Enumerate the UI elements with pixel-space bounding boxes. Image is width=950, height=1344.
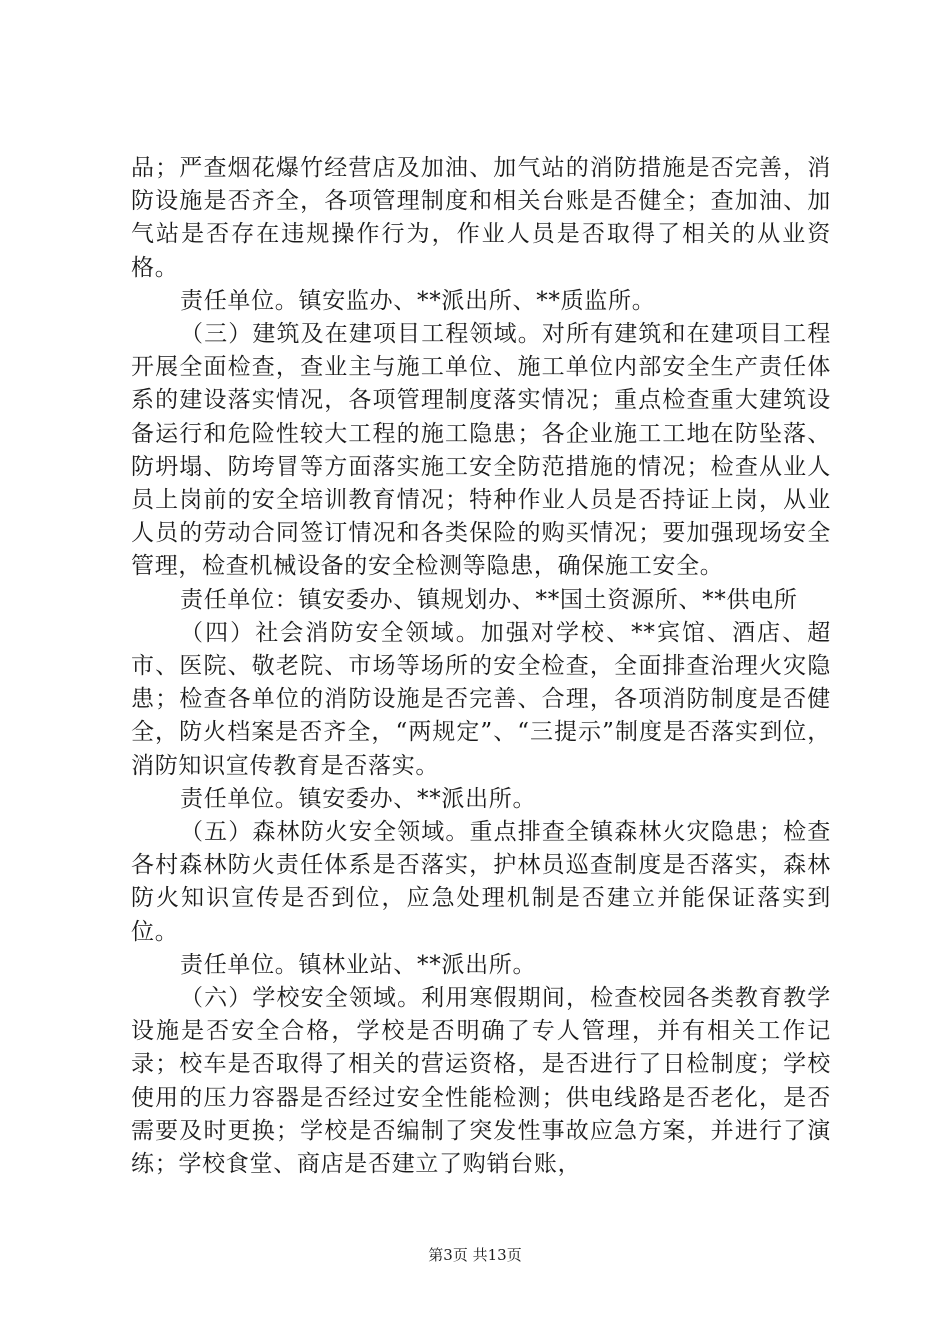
paragraph-6: 责任单位。镇安委办、**派出所。 bbox=[180, 785, 537, 812]
paragraph-4: 责任单位：镇安委办、镇规划办、**国土资源所、**供电所 bbox=[180, 586, 798, 613]
paragraph-1: 品；严查烟花爆竹经营店及加油、加气站的消防措施是否完善，消防设施是否齐全，各项管理制度和相关台账是否健全；查加油、加气站是否存在违规操作行为，作业人员是否取得了相关的从业资格。 bbox=[131, 155, 831, 281]
paragraph-7: （五）森林防火安全领域。重点排查全镇森林火灾隐患；检查各村森林防火责任体系是否落实，护林员巡查制度是否落实，森林防火知识宣传是否到位，应急处理机制是否建立并能保证落实到位。 bbox=[131, 819, 831, 945]
paragraph-8: 责任单位。镇林业站、**派出所。 bbox=[180, 951, 537, 978]
page-number-footer: 第3页 共13页 bbox=[428, 1246, 522, 1264]
paragraph-5: （四）社会消防安全领域。加强对学校、**宾馆、酒店、超市、医院、敬老院、市场等场所的安全检查，全面排查治理火灾隐患；检查各单位的消防设施是否完善、合理，各项消防制度是否健全，防火档案是否齐全，“两规定”、“三提示”制度是否落实到位，消防知识宣传教育是否落实。 bbox=[131, 619, 831, 779]
paragraph-2: 责任单位。镇安监办、**派出所、**质监所。 bbox=[180, 287, 656, 314]
document-body bbox=[131, 152, 831, 1181]
paragraph-3: （三）建筑及在建项目工程领域。对所有建筑和在建项目工程开展全面检查，查业主与施工单位、施工单位内部安全生产责任体系的建设落实情况，各项管理制度落实情况；重点检查重大建筑设备运行和危险性较大工程的施工隐患；各企业施工工地在防坠落、防坍塌、防垮冒等方面落实施工安全防范措施的情况；检查从业人员上岗前的安全培训教育情况；特种作业人员是否持证上岗，从业人员的劳动合同签订情况和各类保险的购买情况；要加强现场安全管理，检查机械设备的安全检测等隐患，确保施工安全。 bbox=[131, 321, 831, 580]
paragraph-9: （六）学校安全领域。利用寒假期间，检查校园各类教育教学设施是否安全合格，学校是否明确了专人管理，并有相关工作记录；校车是否取得了相关的营运资格，是否进行了日检制度；学校使用的压力容器是否经过安全性能检测；供电线路是否老化，是否需要及时更换；学校是否编制了突发性事故应急方案，并进行了演练；学校食堂、商店是否建立了购销台账， bbox=[131, 985, 831, 1178]
